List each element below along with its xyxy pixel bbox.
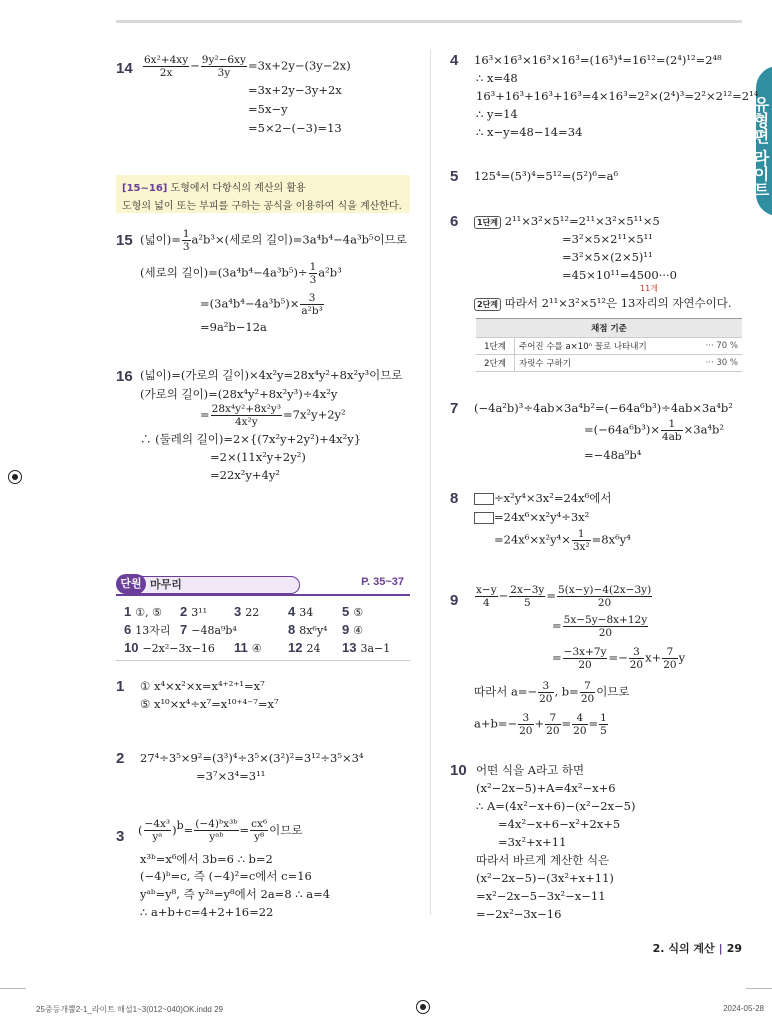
problem-number: 14: [116, 60, 133, 77]
problem-number: 10: [450, 762, 467, 779]
p14-line2: =3x+2y−3y+2x: [248, 83, 342, 97]
q8-line2: =24x⁶×x²y⁴÷3x²: [474, 509, 589, 525]
tip-box: [15~16] 도형에서 다항식의 계산의 활용 도형의 넓이 또는 부피를 구하는 공식을 이용하여 식을 계산한다.: [116, 175, 410, 213]
q4-line5: ∴ x−y=48−14=34: [476, 125, 583, 139]
answer-item: 13 3a−1: [342, 640, 391, 655]
p14-line3: =5x−y: [248, 102, 288, 116]
table-row: 2단계 자릿수 구하기 ··· 30 %: [476, 355, 742, 372]
print-date: 2024-05-28: [723, 1004, 764, 1013]
side-tab-label: 유형편 라이트: [751, 96, 770, 198]
problem-number: 16: [116, 368, 133, 385]
q3-line5: ∴ a+b+c=4+2+16=22: [140, 905, 274, 919]
q5-line1: 125⁴=(5³)⁴=5¹²=(5²)⁶=a⁶: [474, 169, 619, 183]
q10-line4: =4x²−x+6−x²+2x+5: [498, 817, 621, 831]
q1-line2: ⑤ x¹⁰×x⁴÷x⁷=x¹⁰⁺⁴⁻⁷=x⁷: [140, 697, 279, 711]
answer-item: 7 −48a⁹b⁴: [180, 622, 237, 637]
q10-line6: 따라서 바르게 계산한 식은: [476, 853, 610, 867]
p14-line4: =5×2−(−3)=13: [248, 121, 342, 135]
q7-line1: (−4a²b)³÷4ab×3a⁴b²=(−64a⁶b³)÷4ab×3a⁴b²: [474, 401, 733, 415]
blank-box: [474, 512, 494, 524]
step2-badge: 2단계: [474, 298, 501, 311]
p16-line6: =22x²y+4y²: [210, 468, 280, 482]
q8-line3: =24x⁶×x²y⁴× $\frac{1}{\text{3x²}}$ =8x⁶y⁴: [494, 528, 631, 553]
q6-line3: =3²×5×(2×5)¹¹: [562, 250, 653, 264]
q3-line4: yᵃᵇ=y⁸, 즉 y²ᵃ=y⁸에서 2a=8 ∴ a=4: [140, 887, 331, 901]
problem-number: 3: [116, 828, 125, 845]
answer-item: 9 ④: [342, 622, 364, 637]
q7-line2: =(−64a⁶b³)× $\frac{1}{4ab}$ ×3a⁴b²: [584, 418, 725, 443]
q2-line1: 27⁴÷3⁵×9²=(3³)⁴÷3⁵×(3²)²=3¹²÷3⁵×3⁴: [140, 751, 364, 765]
p15-line2: (세로의 길이)=(3a⁴b⁴−4a³b⁵)÷ $\frac{1}{3}$ a²b³: [140, 261, 342, 286]
q9-line3: = $\frac{-3x+7y}{20}$ =− $\frac{3}{20}$ x+ $\frac{7}{20}$ y: [552, 646, 686, 671]
q10-line3: ∴ A=(4x²−x+6)−(x²−2x−5): [476, 799, 636, 813]
problem-number: 1: [116, 678, 125, 695]
answer-item: 5 ⑤: [342, 604, 364, 619]
q2-line2: =3⁷×3⁴=3¹¹: [196, 769, 266, 783]
answer-item: 4 34: [288, 604, 314, 619]
q10-line7: (x²−2x−5)−(3x²+x+11): [476, 871, 614, 885]
q4-line4: ∴ y=14: [476, 107, 518, 121]
q3-line3: (−4)ᵇ=c, 즉 (−4)²=c에서 c=16: [140, 869, 312, 883]
answer-row: [116, 640, 410, 658]
p16-line4: ∴ (둘레의 길이)=2×{(7x²y+2y²)+4x²y}: [140, 432, 362, 446]
q10-line8: =x²−2x−5−3x²−x−11: [476, 889, 606, 903]
answer-item: 10 −2x²−3x−16: [124, 640, 215, 655]
answer-item: 3 22: [234, 604, 260, 619]
answer-item: 8 8x⁶y⁴: [288, 622, 328, 637]
q10-line5: =3x²+x+11: [498, 835, 567, 849]
q6-line2: =3²×5×2¹¹×5¹¹: [562, 232, 653, 246]
q4-line3: 16³+16³+16³+16³=4×16³=2²×(2⁴)³=2²×2¹²=2¹⁴: [476, 89, 759, 103]
unit-badge: 단원: [116, 574, 146, 594]
q6-line4: =45×10¹¹=4500···0: [562, 268, 677, 282]
p15-line1: (넓이)= $\frac{1}{3}$ a²b³×(세로의 길이)=3a⁴b⁴−4a³b⁵이므로: [140, 228, 407, 253]
problem-number: 5: [450, 168, 459, 185]
q6-line5: 2단계 따라서 2¹¹×3²×5¹²은 13자리의 자연수이다.: [474, 295, 732, 311]
p14-line1: $\frac{\text{6x²+4xy}}{2x}$ − $\frac{\text{9y²−6xy}}{3y}$ =3x+2y−(3y−2x): [144, 54, 351, 79]
blank-box: [474, 493, 494, 505]
q10-line9: =−2x²−3x−16: [476, 907, 562, 921]
unit-title: 마무리: [150, 578, 182, 591]
step1-badge: 1단계: [474, 216, 501, 229]
q4-line2: ∴ x=48: [476, 71, 518, 85]
crop-mark: [0, 988, 26, 989]
answer-item: 2 3¹¹: [180, 604, 208, 619]
answer-item: 11 ④: [234, 640, 262, 655]
problem-number: 9: [450, 592, 459, 609]
unit-summary-header: [116, 574, 410, 594]
q10-line2: (x²−2x−5)+A=4x²−x+6: [476, 781, 616, 795]
answer-item: 1 ①, ⑤: [124, 604, 162, 619]
registration-mark-icon: [8, 470, 22, 484]
problem-number: 8: [450, 490, 459, 507]
unit-rule: [116, 594, 410, 596]
scoring-table: [476, 318, 742, 372]
page-footer: 2. 식의 계산 | 29: [652, 942, 742, 955]
answer-item: 6 13자리: [124, 622, 171, 637]
q9-line4: 따라서 a=− $\frac{3}{20}$ , b= $\frac{7}{20}$ 이므로: [474, 680, 630, 705]
column-divider: [430, 50, 431, 915]
problem-number: 4: [450, 52, 459, 69]
answer-row: [116, 604, 410, 622]
q9-line5: a+b=− $\frac{3}{20}$ + $\frac{7}{20}$ = $\frac{4}{20}$ = $\frac{1}{5}$: [474, 712, 607, 737]
p16-line1: (넓이)=(가로의 길이)×4x²y=28x⁴y²+8x²y³이므로: [140, 368, 403, 382]
q3-line2: x³ᵇ=x⁶에서 3b=6 ∴ b=2: [140, 852, 273, 866]
scoring-table-header: 채점 기준: [476, 319, 742, 338]
p16-line2: (가로의 길이)=(28x⁴y²+8x²y³)÷4x²y: [140, 387, 338, 401]
q9-line1: $\frac{x-y}{4}$ − $\frac{2x-3y}{5}$ = $\frac{5(x-y)-4(2x-3y)}{20}$: [476, 584, 652, 609]
answer-grid: [116, 600, 410, 661]
problem-number: 7: [450, 400, 459, 417]
q6-line1: 1단계 2¹¹×3²×5¹²=2¹¹×3²×5¹¹×5: [474, 213, 660, 229]
q7-line3: =−48a⁹b⁴: [584, 448, 642, 462]
page-number: 29: [726, 942, 742, 955]
p15-line3: =(3a⁴b⁴−4a³b⁵)× $\frac{3}{\text{a²b³}}$: [200, 292, 323, 317]
answer-item: 12 24: [288, 640, 321, 655]
answer-row: [116, 622, 410, 640]
q10-line1: 어떤 식을 A라고 하면: [476, 763, 585, 777]
p15-line4: =9a²b−12a: [200, 320, 267, 334]
unit-pages: P. 35~37: [361, 576, 404, 588]
problem-number: 6: [450, 213, 459, 230]
table-row: 1단계 주어진 수를 a×10ⁿ 꼴로 나타내기 ··· 70 %: [476, 338, 742, 355]
p16-line3: = $\frac{\text{28x⁴y²+8x²y³}}{\text{4x²y}}$ =7x²y+2y²: [200, 403, 346, 428]
crop-mark: [746, 988, 772, 989]
q8-line1: ÷x²y⁴×3x²=24x⁶에서: [474, 490, 611, 506]
problem-number: 2: [116, 750, 125, 767]
problem-number: 15: [116, 232, 133, 249]
registration-mark-icon: [416, 1000, 430, 1014]
p16-line5: =2×(11x²y+2y²): [210, 450, 306, 464]
top-rule: [116, 20, 742, 23]
q3-line1: ( $\frac{\text{−4x³}}{\text{yᵃ}}$ )$^b$= $\frac{\text{(−4)ᵇx³ᵇ}}{\text{yᵃᵇ}}$ = $\frac{\text{cx⁶}}{\text{y⁸}}$ 이므로: [138, 818, 303, 844]
section-title: 2. 식의 계산: [652, 942, 715, 955]
zeros-count-note: 11개: [640, 284, 658, 293]
q9-line2: = $\frac{5x-5y-8x+12y}{20}$: [552, 614, 648, 639]
q1-line1: ① x⁴×x²×x=x⁴⁺²⁺¹=x⁷: [140, 679, 265, 693]
file-name: 25중등개뿔2-1_라이트 해설1~3(012~040)OK.indd 29: [36, 1005, 223, 1014]
q4-line1: 16³×16³×16³×16³=(16³)⁴=16¹²=(2⁴)¹²=2⁴⁸: [474, 53, 722, 67]
